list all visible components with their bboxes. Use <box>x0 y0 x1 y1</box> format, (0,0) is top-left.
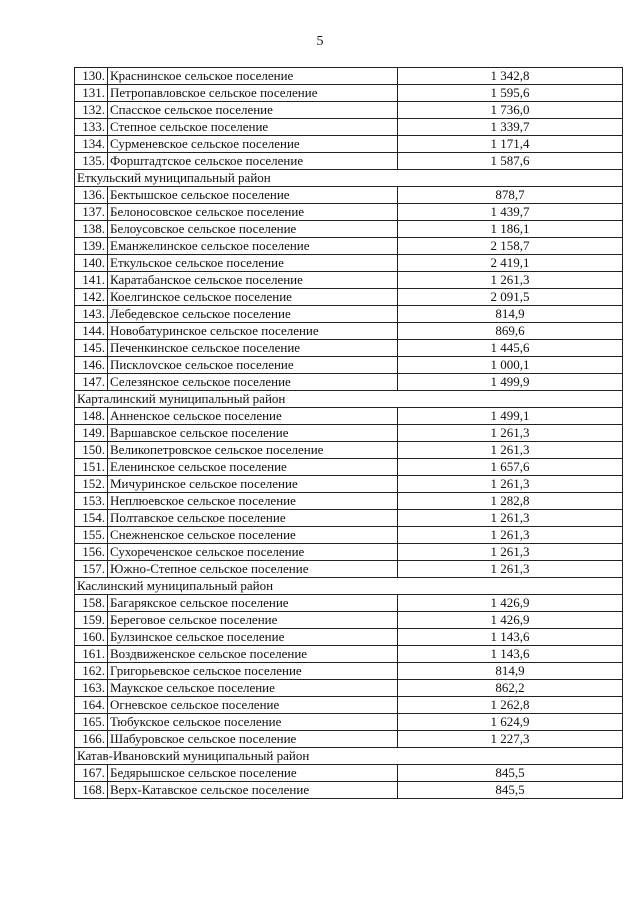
settlement-name: Южно-Степное сельское поселение <box>108 561 398 578</box>
row-number: 157. <box>75 561 108 578</box>
allocation-value: 1 143,6 <box>398 629 623 646</box>
settlement-name: Каратабанское сельское поселение <box>108 272 398 289</box>
row-number: 145. <box>75 340 108 357</box>
row-number: 160. <box>75 629 108 646</box>
allocation-value: 1 499,9 <box>398 374 623 391</box>
district-name: Еткульский муниципальный район <box>75 170 623 187</box>
settlement-name: Огневское сельское поселение <box>108 697 398 714</box>
settlement-name: Спасское сельское поселение <box>108 102 398 119</box>
allocation-value: 1 499,1 <box>398 408 623 425</box>
settlement-name: Сухореченское сельское поселение <box>108 544 398 561</box>
district-header-row <box>75 748 623 765</box>
row-number: 142. <box>75 289 108 306</box>
settlement-name: Еманжелинское сельское поселение <box>108 238 398 255</box>
allocation-value: 1 261,3 <box>398 544 623 561</box>
allocation-value: 845,5 <box>398 782 623 799</box>
settlement-name: Береговое сельское поселение <box>108 612 398 629</box>
allocation-value: 2 091,5 <box>398 289 623 306</box>
row-number: 149. <box>75 425 108 442</box>
settlement-name: Маукское сельское поселение <box>108 680 398 697</box>
row-number: 133. <box>75 119 108 136</box>
allocation-value: 1 261,3 <box>398 561 623 578</box>
settlement-name: Лебедевское сельское поселение <box>108 306 398 323</box>
settlement-name: Верх-Катавское сельское поселение <box>108 782 398 799</box>
table-row <box>75 476 623 493</box>
district-name: Катав-Ивановский муниципальный район <box>75 748 623 765</box>
settlement-name: Печенкинское сельское поселение <box>108 340 398 357</box>
settlement-name: Селезянское сельское поселение <box>108 374 398 391</box>
table-row <box>75 272 623 289</box>
settlement-name: Воздвиженское сельское поселение <box>108 646 398 663</box>
allocation-value: 814,9 <box>398 663 623 680</box>
settlement-name: Еткульское сельское поселение <box>108 255 398 272</box>
row-number: 162. <box>75 663 108 680</box>
table-row <box>75 425 623 442</box>
table-row <box>75 408 623 425</box>
allocation-value: 1 262,8 <box>398 697 623 714</box>
row-number: 148. <box>75 408 108 425</box>
allocation-value: 1 186,1 <box>398 221 623 238</box>
table-row <box>75 459 623 476</box>
allocation-value: 1 624,9 <box>398 714 623 731</box>
settlement-name: Петропавловское сельское поселение <box>108 85 398 102</box>
settlement-name: Великопетровское сельское поселение <box>108 442 398 459</box>
row-number: 146. <box>75 357 108 374</box>
table-row <box>75 255 623 272</box>
row-number: 131. <box>75 85 108 102</box>
allocation-value: 1 171,4 <box>398 136 623 153</box>
allocation-value: 878,7 <box>398 187 623 204</box>
table-row <box>75 612 623 629</box>
allocation-value: 1 587,6 <box>398 153 623 170</box>
table-row <box>75 697 623 714</box>
allocation-value: 1 000,1 <box>398 357 623 374</box>
row-number: 155. <box>75 527 108 544</box>
settlement-name: Булзинское сельское поселение <box>108 629 398 646</box>
allocation-value: 1 227,3 <box>398 731 623 748</box>
settlement-name: Тюбукское сельское поселение <box>108 714 398 731</box>
district-header-row <box>75 170 623 187</box>
row-number: 167. <box>75 765 108 782</box>
settlement-name: Новобатуринское сельское поселение <box>108 323 398 340</box>
allocation-value: 1 657,6 <box>398 459 623 476</box>
table-row <box>75 102 623 119</box>
allocation-value: 2 419,1 <box>398 255 623 272</box>
allocation-value: 1 261,3 <box>398 425 623 442</box>
table-row <box>75 323 623 340</box>
row-number: 138. <box>75 221 108 238</box>
allocation-value: 1 445,6 <box>398 340 623 357</box>
row-number: 161. <box>75 646 108 663</box>
settlement-name: Белоусовское сельское поселение <box>108 221 398 238</box>
row-number: 130. <box>75 68 108 85</box>
row-number: 137. <box>75 204 108 221</box>
row-number: 159. <box>75 612 108 629</box>
settlement-name: Бедярышское сельское поселение <box>108 765 398 782</box>
table-row <box>75 119 623 136</box>
table-row <box>75 782 623 799</box>
district-name: Каслинский муниципальный район <box>75 578 623 595</box>
row-number: 156. <box>75 544 108 561</box>
row-number: 140. <box>75 255 108 272</box>
allocation-value: 1 339,7 <box>398 119 623 136</box>
settlement-name: Мичуринское сельское поселение <box>108 476 398 493</box>
allocation-value: 1 439,7 <box>398 204 623 221</box>
allocation-value: 1 736,0 <box>398 102 623 119</box>
district-header-row <box>75 578 623 595</box>
allocation-value: 1 261,3 <box>398 510 623 527</box>
table-row <box>75 136 623 153</box>
allocation-value: 1 261,3 <box>398 442 623 459</box>
table-row <box>75 765 623 782</box>
allocation-value: 1 261,3 <box>398 476 623 493</box>
table-row <box>75 442 623 459</box>
table-row <box>75 561 623 578</box>
row-number: 165. <box>75 714 108 731</box>
table-row <box>75 187 623 204</box>
row-number: 168. <box>75 782 108 799</box>
settlement-name: Багарякское сельское поселение <box>108 595 398 612</box>
row-number: 143. <box>75 306 108 323</box>
settlement-name: Степное сельское поселение <box>108 119 398 136</box>
table-row <box>75 629 623 646</box>
settlement-name: Анненское сельское поселение <box>108 408 398 425</box>
settlement-name: Форштадтское сельское поселение <box>108 153 398 170</box>
allocation-value: 1 342,8 <box>398 68 623 85</box>
table-row <box>75 153 623 170</box>
allocation-value: 2 158,7 <box>398 238 623 255</box>
table-row <box>75 527 623 544</box>
row-number: 132. <box>75 102 108 119</box>
settlement-name: Белоносовское сельское поселение <box>108 204 398 221</box>
settlement-name: Бектышское сельское поселение <box>108 187 398 204</box>
row-number: 153. <box>75 493 108 510</box>
table-row <box>75 663 623 680</box>
table-row <box>75 85 623 102</box>
allocation-value: 869,6 <box>398 323 623 340</box>
row-number: 139. <box>75 238 108 255</box>
table-row <box>75 731 623 748</box>
table-row <box>75 493 623 510</box>
table-row <box>75 544 623 561</box>
settlement-name: Григорьевское сельское поселение <box>108 663 398 680</box>
allocation-value: 814,9 <box>398 306 623 323</box>
row-number: 164. <box>75 697 108 714</box>
settlement-name: Еленинское сельское поселение <box>108 459 398 476</box>
settlement-name: Краснинское сельское поселение <box>108 68 398 85</box>
row-number: 135. <box>75 153 108 170</box>
allocation-value: 1 426,9 <box>398 595 623 612</box>
allocation-value: 1 282,8 <box>398 493 623 510</box>
allocation-value: 1 143,6 <box>398 646 623 663</box>
district-name: Карталинский муниципальный район <box>75 391 623 408</box>
row-number: 136. <box>75 187 108 204</box>
row-number: 150. <box>75 442 108 459</box>
table-row <box>75 221 623 238</box>
row-number: 151. <box>75 459 108 476</box>
table-row <box>75 238 623 255</box>
row-number: 158. <box>75 595 108 612</box>
table-row <box>75 357 623 374</box>
table-row <box>75 646 623 663</box>
table-row <box>75 374 623 391</box>
table-row <box>75 714 623 731</box>
table-row <box>75 204 623 221</box>
table-row <box>75 68 623 85</box>
table-row <box>75 306 623 323</box>
settlement-name: Неплюевское сельское поселение <box>108 493 398 510</box>
settlement-name: Снежненское сельское поселение <box>108 527 398 544</box>
row-number: 154. <box>75 510 108 527</box>
settlement-name: Сурменевское сельское поселение <box>108 136 398 153</box>
table-row <box>75 340 623 357</box>
row-number: 166. <box>75 731 108 748</box>
settlement-name: Писклovское сельское поселение <box>108 357 398 374</box>
row-number: 147. <box>75 374 108 391</box>
table-row <box>75 289 623 306</box>
row-number: 141. <box>75 272 108 289</box>
district-header-row <box>75 391 623 408</box>
settlement-name: Шабуровское сельское поселение <box>108 731 398 748</box>
row-number: 134. <box>75 136 108 153</box>
row-number: 152. <box>75 476 108 493</box>
allocation-value: 1 261,3 <box>398 272 623 289</box>
allocation-value: 1 261,3 <box>398 527 623 544</box>
page-number: 5 <box>316 34 324 49</box>
settlement-name: Варшавское сельское поселение <box>108 425 398 442</box>
allocation-value: 845,5 <box>398 765 623 782</box>
allocation-table <box>74 67 623 799</box>
table-row <box>75 510 623 527</box>
table-row <box>75 680 623 697</box>
allocation-value: 1 426,9 <box>398 612 623 629</box>
row-number: 163. <box>75 680 108 697</box>
table-row <box>75 595 623 612</box>
settlement-name: Полтавское сельское поселение <box>108 510 398 527</box>
row-number: 144. <box>75 323 108 340</box>
allocation-value: 1 595,6 <box>398 85 623 102</box>
allocation-value: 862,2 <box>398 680 623 697</box>
settlement-name: Коелгинское сельское поселение <box>108 289 398 306</box>
